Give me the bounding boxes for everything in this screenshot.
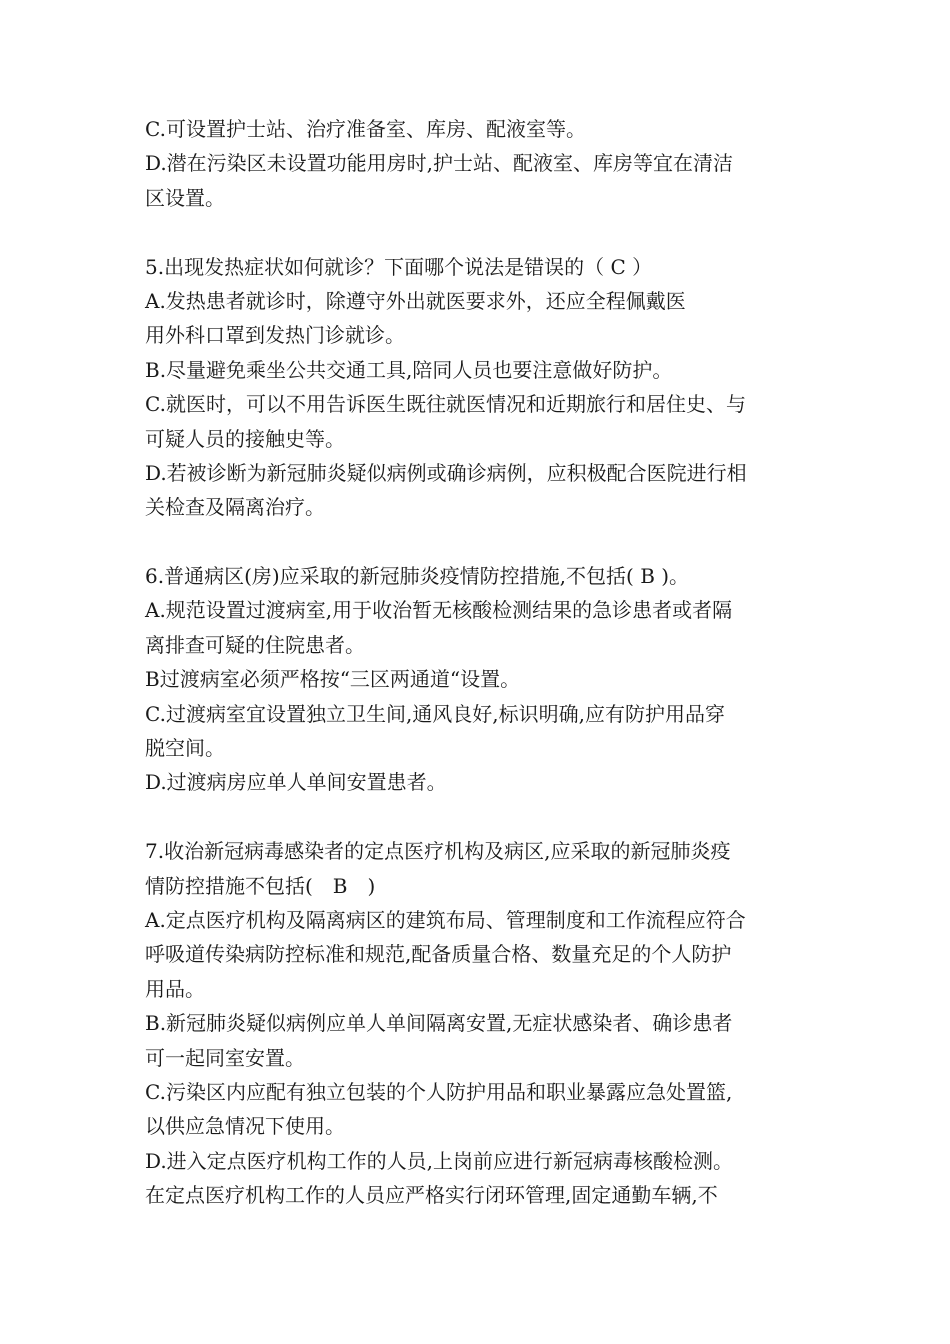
option-d: D.潜在污染区未设置功能用房时,护士站、配液室、库房等宜在清洁 [145,151,734,176]
option-d-cont: 在定点医疗机构工作的人员应严格实行闭环管理,固定通勤车辆,不 [145,1183,718,1208]
option-d: D.进入定点医疗机构工作的人员,上岗前应进行新冠病毒核酸检测。 [145,1148,734,1173]
question-6 [145,559,815,800]
option-c: C.过渡病室宜设置独立卫生间,通风良好,标识明确,应有防护用品穿 [145,701,726,726]
option-a: A.定点医疗机构及隔离病区的建筑布局、管理制度和工作流程应符合 [145,907,746,932]
option-a-cont: 用外科口罩到发热门诊就诊。 [145,323,405,348]
document-body [145,112,815,1213]
question-stem: 7.收治新冠病毒感染者的定点医疗机构及病区,应采取的新冠肺炎疫 [145,839,731,864]
option-b: B过渡病室必须严格按“三区两通道“设置。 [145,667,521,692]
option-a-cont: 呼吸道传染病防控标准和规范,配备质量合格、数量充足的个人防护 [145,942,732,967]
question-5 [145,250,815,525]
option-b-cont: 可一起同室安置。 [145,1045,305,1070]
paragraph-gap [145,800,815,834]
option-c-cont: 脱空间。 [145,736,225,761]
option-a-cont: 离排查可疑的住院患者。 [145,632,365,657]
option-a: A.发热患者就诊时，除遵守外出就医要求外，还应全程佩戴医 [145,288,686,313]
option-c: C.污染区内应配有独立包装的个人防护用品和职业暴露应急处置篮, [145,1079,733,1104]
option-a-cont: 用品。 [145,976,205,1001]
option-c: C.可设置护士站、治疗准备室、库房、配液室等。 [145,117,586,141]
option-a: A.规范设置过渡病室,用于收治暂无核酸检测结果的急诊患者或者隔 [145,598,733,623]
option-d: D.若被诊断为新冠肺炎疑似病例或确诊病例，应积极配合医院进行相 [145,460,747,485]
paragraph-gap [145,215,815,249]
question-4-tail [145,112,815,215]
option-c: C.就医时，可以不用告诉医生既往就医情况和近期旅行和居住史、与 [145,392,746,417]
question-stem-cont: 情防控措施不包括( B ) [145,873,376,898]
option-d-cont: 关检查及隔离治疗。 [145,495,325,520]
option-c-cont: 以供应急情况下使用。 [145,1114,345,1139]
option-b: B.新冠肺炎疑似病例应单人单间隔离安置,无症状感染者、确诊患者 [145,1011,733,1036]
option-c-cont: 可疑人员的接触史等。 [145,426,345,451]
question-stem: 5.出现发热症状如何就诊？下面哪个说法是错误的（ C ） [145,254,653,279]
paragraph-gap [145,525,815,559]
option-d: D.过渡病房应单人单间安置患者。 [145,770,447,795]
question-7 [145,834,815,1212]
option-d-cont: 区设置。 [145,185,225,210]
option-b: B.尽量避免乘坐公共交通工具,陪同人员也要注意做好防护。 [145,357,673,382]
question-stem: 6.普通病区(房)应采取的新冠肺炎疫情防控措施,不包括( B )。 [145,564,690,589]
